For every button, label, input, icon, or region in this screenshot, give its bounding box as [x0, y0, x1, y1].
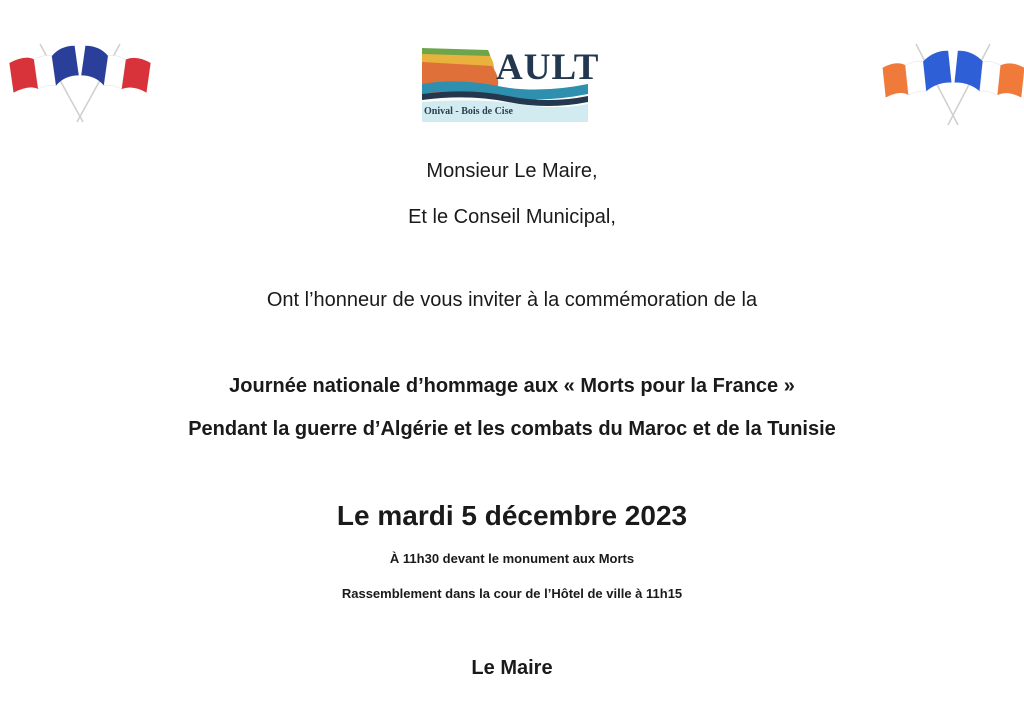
ault-logo	[418, 44, 600, 126]
crossed-flags-left	[5, 30, 155, 130]
event-time-place: À 11h30 devant le monument aux Morts	[389, 551, 635, 566]
salutation-mayor: Monsieur Le Maire,	[426, 160, 598, 182]
logo-title: AULT	[496, 47, 600, 88]
crossed-flags-right	[878, 30, 1024, 130]
logo-subtitle: Onival - Bois de Cise	[424, 106, 513, 117]
event-date: Le mardi 5 décembre 2023	[336, 500, 688, 531]
flag-icon	[881, 50, 952, 97]
invitation-text: Ont l’honneur de vous inviter à la commémoration de la	[266, 289, 758, 311]
flag-icon	[954, 50, 1024, 97]
salutation-council: Et le Conseil Municipal,	[408, 206, 616, 228]
event-title-line-2: Pendant la guerre d’Algérie et les combats du Maroc et de la Tunisie	[188, 418, 836, 440]
gathering-info: Rassemblement dans la cour de l’Hôtel de ville à 11h15	[341, 586, 683, 601]
event-title-line-1: Journée nationale d’hommage aux « Morts pour la France »	[229, 375, 795, 397]
signature: Le Maire	[471, 657, 553, 679]
